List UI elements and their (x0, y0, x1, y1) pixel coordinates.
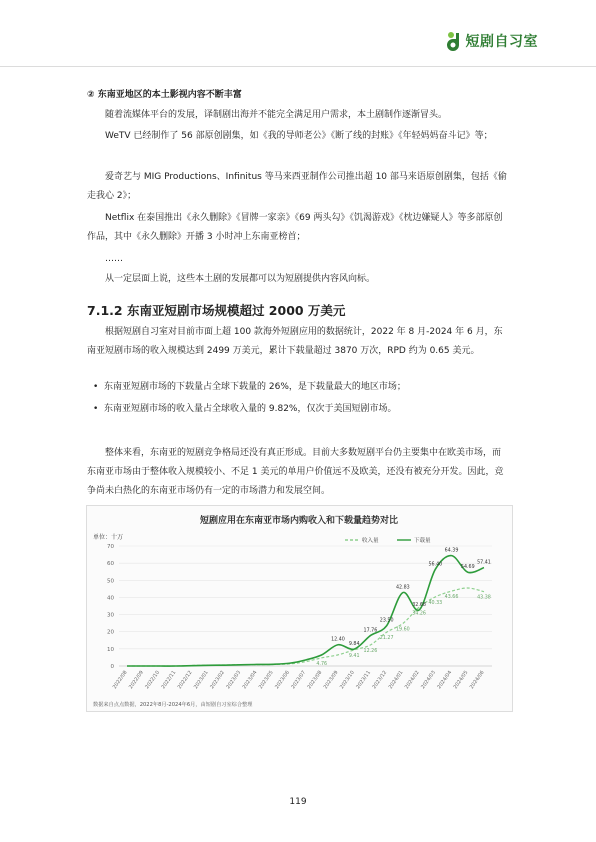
brand-name: 短剧自习室 (465, 34, 538, 50)
y-tick-label: 20 (107, 629, 114, 636)
data-label: 17.76 (363, 628, 378, 634)
data-label: 32.68 (412, 602, 426, 608)
chart-svg (87, 506, 512, 711)
chart-title: 短剧应用在东南亚市场内购收入和下载量趋势对比 (199, 516, 399, 526)
x-tick-label: 2024/05 (452, 669, 470, 691)
y-tick-label: 10 (107, 646, 114, 653)
x-tick-label: 2023/09 (322, 669, 340, 691)
x-tick-label: 2023/08 (306, 669, 324, 691)
data-label: 43.38 (477, 595, 491, 601)
x-tick-label: 2023/03 (225, 669, 243, 691)
data-label: 56.40 (428, 562, 443, 568)
section-heading: ② 东南亚地区的本土影视内容不断丰富 (87, 90, 242, 100)
chart-legend (345, 536, 431, 544)
x-tick-label: 2022/11 (160, 669, 178, 691)
x-tick-label: 2023/06 (274, 669, 291, 691)
bullet-text: 东南亚短剧市场的下载量占全球下载量的 26%，是下载量最大的地区市场； (104, 382, 406, 392)
y-tick-label: 0 (110, 664, 114, 670)
x-tick-label: 2024/03 (420, 669, 437, 691)
data-label: 23.50 (379, 618, 394, 624)
paragraph: 随着流媒体平台的发展，译制剧出海并不能完全满足用户需求，本土剧制作逐渐冒头。 (105, 110, 448, 120)
legend-label: 下载量 (414, 538, 431, 544)
series-line-revenue (127, 588, 484, 666)
header-rule (0, 66, 596, 67)
paragraph: WeTV 已经制作了 56 部原创剧集，如《我的导师老公》《断了线的封账》《年轻妈妈奋斗记》等； (105, 131, 493, 141)
paragraph: 爱奇艺与 MIG Productions、Infinitus 等马来西亚制作公司推出超 10 部马来语原创剧集，包括《偷走我心 2》； (87, 172, 507, 201)
data-label: 12.26 (363, 648, 378, 654)
page-number: 119 (289, 797, 307, 807)
data-label: 43.66 (444, 595, 459, 601)
chart-series (127, 556, 484, 666)
paragraph: Netflix 在泰国推出《永久删除》《冒牌一家亲》《69 两头勾》《饥渴游戏》《枕边嫌疑人》等多部原创作品，其中《永久删除》开播 3 小时冲上东南亚榜首； (87, 213, 503, 242)
series-line-downloads (127, 556, 484, 666)
data-label: 64.39 (444, 548, 459, 554)
data-label: 4.76 (316, 661, 328, 667)
brand-logo (444, 31, 539, 51)
paragraph: 从一定层面上说，这些本土剧的发展都可以为短剧提供内容风向标。 (105, 274, 376, 284)
data-label: 40.33 (428, 600, 443, 606)
data-label: 57.41 (477, 560, 491, 566)
paragraph: …… (105, 254, 123, 264)
bullet-item: • 东南亚短剧市场的下载量占全球下载量的 26%，是下载量最大的地区市场； (93, 382, 406, 392)
x-tick-label: 2024/01 (387, 669, 405, 691)
paragraph: 根据短剧自习室对目前市面上超 100 款海外短剧应用的数据统计，2022 年 8 月-2024 年 6 月，东南亚短剧市场的收入规模达到 2499 万美元，累计下载量超过 3870 万次，RPD 约为 0.65 美元。 (87, 327, 503, 356)
y-tick-label: 30 (107, 612, 114, 619)
legend-label: 收入量 (362, 538, 379, 544)
x-tick-label: 2022/09 (128, 669, 145, 691)
x-tick-label: 2023/11 (355, 669, 373, 691)
x-tick-label: 2023/01 (192, 669, 210, 691)
y-tick-label: 40 (107, 595, 114, 602)
chart-source: 数据来自点点数据，2022年8月-2024年6月，由短剧自习室综合整理 (93, 702, 253, 708)
line-chart (86, 505, 513, 712)
data-label: 9.41 (348, 653, 360, 659)
data-label: 12.40 (331, 637, 345, 643)
x-tick-label: 2024/02 (403, 669, 421, 691)
subsection-heading: 7.1.2 东南亚短剧市场规模超过 2000 万美元 (87, 303, 346, 318)
brand-logo-icon (444, 31, 462, 51)
x-tick-label: 2023/07 (290, 669, 308, 691)
y-tick-label: 60 (107, 561, 114, 568)
data-label: 19.60 (395, 627, 410, 633)
data-label: 9.84 (348, 642, 360, 648)
y-tick-label: 50 (107, 578, 114, 585)
y-tick-label: 70 (107, 544, 114, 550)
data-label: 54.69 (460, 565, 475, 571)
x-tick-label: 2023/10 (338, 669, 356, 691)
x-tick-label: 2023/12 (371, 669, 389, 691)
bullet-text: 东南亚短剧市场的收入量占全球收入量的 9.82%，仅次于美国短剧市场。 (104, 404, 397, 414)
data-label: 34.26 (412, 611, 426, 617)
data-label: 42.83 (395, 585, 410, 591)
paragraph: 整体来看，东南亚的短剧竞争格局还没有真正形成。目前大多数短剧平台仍主要集中在欧美市场，而东南亚市场由于整体收入规模较小、不足 1 美元的单用户价值远不及欧美，还没有被充分开发。因此，竞争尚未白热化的东南亚市场仍有一定的市场潜力和发展空间。 (87, 448, 504, 496)
x-tick-label: 2024/06 (468, 669, 486, 691)
x-tick-label: 2022/10 (144, 669, 162, 691)
x-tick-label: 2023/05 (257, 669, 275, 691)
bullet-item: • 东南亚短剧市场的收入量占全球收入量的 9.82%，仅次于美国短剧市场。 (93, 404, 397, 414)
x-tick-label: 2024/04 (436, 669, 454, 691)
x-tick-label: 2022/12 (176, 669, 194, 691)
x-tick-label: 2023/02 (209, 669, 227, 691)
x-tick-label: 2022/08 (111, 669, 129, 691)
chart-unit-label: 单位：十万 (93, 534, 124, 541)
data-label: 21.27 (379, 636, 394, 642)
x-tick-label: 2023/04 (241, 669, 259, 691)
